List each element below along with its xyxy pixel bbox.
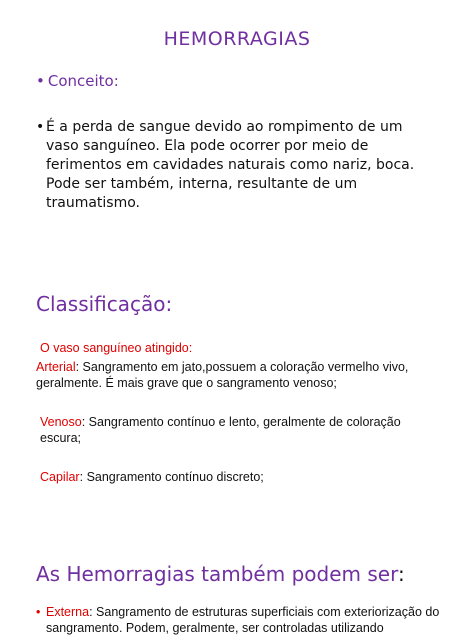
item-desc: Sangramento contínuo e lento, geralmente de coloração escura; — [40, 415, 401, 445]
item-term: Arterial — [36, 360, 76, 374]
bullet-icon: • — [36, 119, 45, 135]
bullet-icon: • — [36, 605, 41, 619]
item-capilar: Capilar: Sangramento contínuo discreto; — [40, 470, 264, 484]
concept-text: É a perda de sangue devido ao rompimento de um vaso sanguíneo. Ela pode ocorrer por meio de ferimentos em cavidades naturais como nariz, boca. Pode ser também, interna, resultante de um traumatismo. — [46, 119, 415, 211]
item-desc: Sangramento contínuo discreto; — [86, 470, 264, 484]
classification-subheading: O vaso sanguíneo atingido: — [40, 341, 193, 355]
item-desc: Sangramento de estruturas superficiais com exteriorização do sangramento. Podem, geralmente, ser controladas utilizando — [46, 605, 440, 635]
also-heading: As Hemorragias também podem ser: — [36, 562, 405, 586]
concept-definition — [36, 118, 436, 213]
item-venoso: Venoso: Sangramento contínuo e lento, geralmente de coloração escura; — [40, 415, 401, 445]
concept-label: • Conceito: — [36, 72, 119, 90]
item-term: Capilar — [40, 470, 80, 484]
page-title: HEMORRAGIAS — [163, 28, 311, 50]
classification-heading: Classificação: — [36, 292, 173, 316]
item-desc: Sangramento em jato,possuem a coloração vermelho vivo, geralmente. É mais grave que o sangramento venoso; — [36, 360, 409, 390]
item-arterial: Arterial: Sangramento em jato,possuem a coloração vermelho vivo, geralmente. É mais grave que o sangramento venoso; — [36, 360, 409, 390]
item-term: Venoso — [40, 415, 82, 429]
item-externa: • Externa: Sangramento de estruturas superficiais com exteriorização do sangramento. Podem, geralmente, ser controladas utilizando — [36, 605, 440, 635]
item-term: Externa — [46, 605, 90, 619]
bullet-icon: • — [36, 72, 45, 90]
